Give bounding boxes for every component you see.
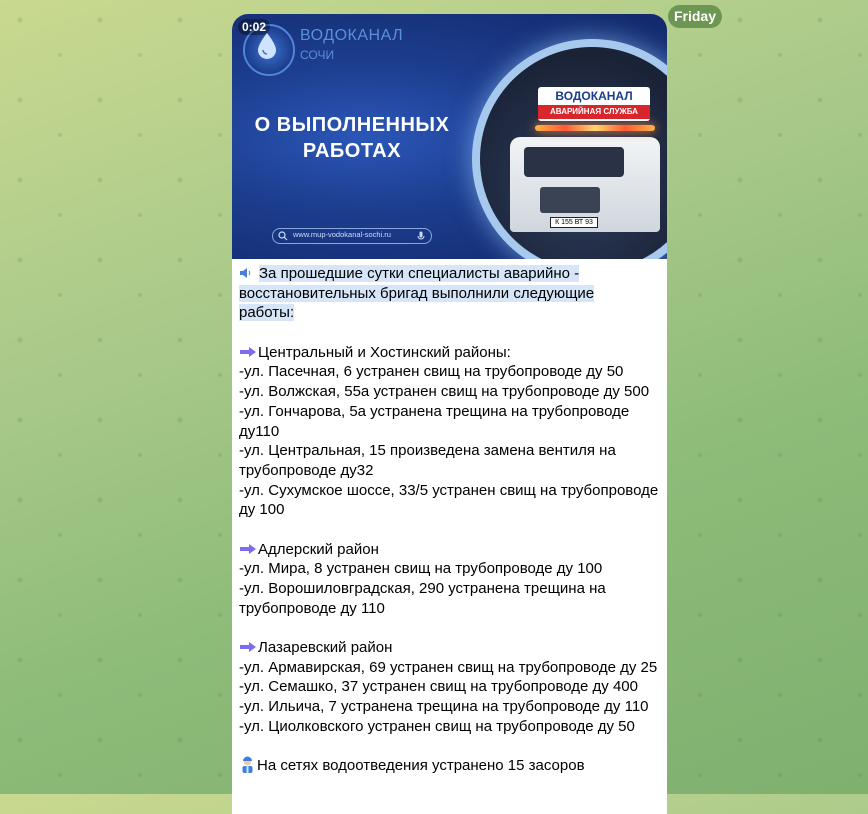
intro-text-2: восстановительных бригад выполнили следующие — [239, 284, 595, 302]
list-item: трубопроводе ду32 — [239, 461, 374, 479]
list-item: трубопроводе ду 110 — [239, 599, 385, 617]
microphone-icon — [417, 231, 425, 241]
video-preview[interactable] — [232, 14, 667, 259]
list-item: -ул. Ильича, 7 устранена трещина на трубопроводе ду 110 — [239, 698, 649, 716]
worker-icon — [239, 756, 256, 773]
url-text: www.mup-vodokanal-sochi.ru — [293, 230, 391, 239]
section-title-text: Лазаревский район — [258, 639, 393, 657]
date-separator: Friday — [668, 5, 722, 28]
url-bar — [272, 228, 432, 244]
list-item: ду110 — [239, 422, 280, 440]
video-duration: 0:02 — [238, 19, 270, 35]
truck-sign-title: ВОДОКАНАЛ — [555, 89, 633, 103]
list-item: -ул. Центральная, 15 произведена замена вентиля на — [239, 442, 616, 460]
list-item: -ул. Армавирская, 69 устранен свищ на трубопроводе ду 25 — [239, 658, 658, 676]
speaker-icon — [239, 266, 253, 280]
water-drop-icon — [255, 32, 279, 60]
list-item: -ул. Гончарова, 5а устранена трещина на трубопроводе — [239, 402, 630, 420]
intro-text-1: За прошедшие сутки специалисты аварийно - — [259, 265, 580, 282]
truck-grille — [540, 187, 600, 213]
right-arrow-icon — [239, 543, 257, 555]
truck-sign — [538, 87, 650, 121]
headline-line-2: РАБОТАХ — [302, 140, 402, 162]
list-item: ду 100 — [239, 501, 285, 519]
search-icon — [278, 231, 288, 241]
section-title — [239, 343, 659, 363]
truck-sign-subtitle: АВАРИЙНАЯ СЛУЖБА — [538, 105, 650, 119]
message-text — [232, 259, 667, 776]
brand-name: ВОДОКАНАЛ — [300, 27, 404, 44]
truck-window — [524, 147, 624, 177]
headline-line-1: О ВЫПОЛНЕННЫХ — [254, 114, 450, 136]
section-title-text: Центральный и Хостинский районы: — [258, 343, 511, 361]
right-arrow-icon — [239, 346, 257, 358]
list-item: -ул. Сухумское шоссе, 33/5 устранен свищ на трубопроводе — [239, 481, 659, 499]
intro-line — [239, 303, 659, 323]
video-headline — [232, 112, 472, 164]
section-title — [239, 638, 659, 658]
sewer-text: На сетях водоотведения устранено 15 засоров — [257, 757, 585, 775]
list-item: -ул. Мира, 8 устранен свищ на трубопроводе ду 100 — [239, 560, 603, 578]
message-bubble — [232, 14, 667, 814]
sewer-line — [239, 756, 659, 776]
section-title — [239, 540, 659, 560]
license-plate: К 155 ВТ 93 — [550, 217, 598, 228]
brand-city: СОЧИ — [300, 48, 335, 62]
intro-text-3: работы: — [239, 304, 295, 322]
right-arrow-icon — [239, 641, 257, 653]
section-title-text: Адлерский район — [258, 540, 379, 558]
list-item: -ул. Ворошиловградская, 290 устранена трещина на — [239, 580, 606, 597]
intro-line — [239, 264, 659, 284]
emergency-lights — [535, 125, 655, 131]
list-item: -ул. Волжская, 55а устранен свищ на трубопроводе ду 500 — [239, 383, 650, 401]
list-item: -ул. Пасечная, 6 устранен свищ на трубопроводе ду 50 — [239, 363, 624, 381]
list-item: -ул. Циолковского устранен свищ на трубопроводе ду 50 — [239, 717, 635, 735]
intro-line — [239, 284, 659, 304]
list-item: -ул. Семашко, 37 устранен свищ на трубопроводе ду 400 — [239, 678, 638, 696]
